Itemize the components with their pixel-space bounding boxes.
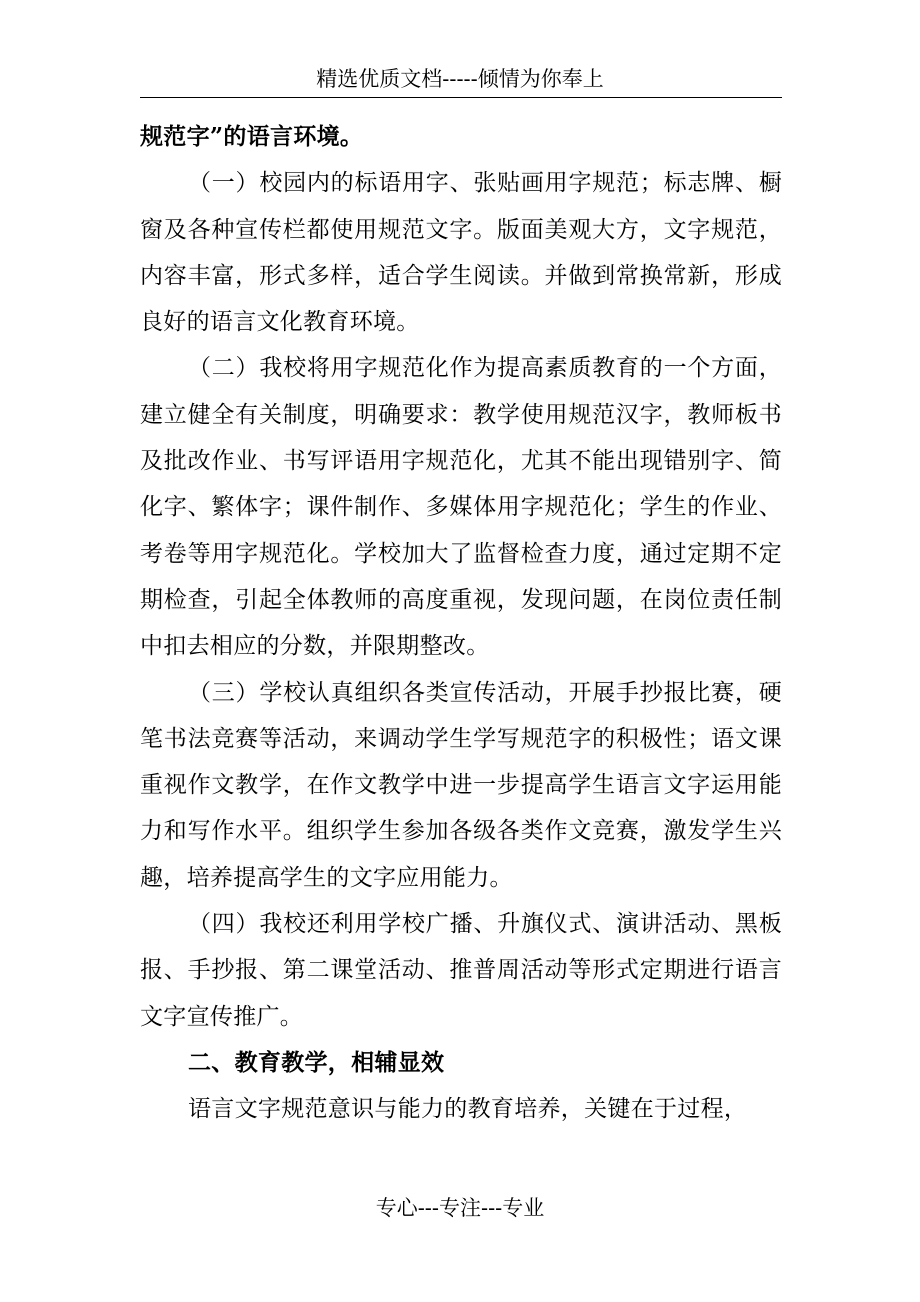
document-body [140, 114, 782, 1133]
paragraph-three: （三）学校认真组织各类宣传活动，开展手抄报比赛，硬笔书法竞赛等活动，来调动学生学写规范字的积极性；语文课重视作文教学，在作文教学中进一步提高学生语言文字运用能力和写作水平。组织学生参加各级各类作文竞赛，激发学生兴趣，培养提高学生的文字应用能力。 [140, 679, 782, 891]
page-header: 精选优质文档-----倾情为你奉上 [316, 67, 604, 91]
paragraph-five: 语言文字规范意识与能力的教育培养，关键在于过程， [188, 1096, 748, 1123]
continued-paragraph: 规范字”的语言环境。 [140, 123, 364, 150]
paragraph-two: （二）我校将用字规范化作为提高素质教育的一个方面，建立健全有关制度，明确要求：教学使用规范汉字，教师板书及批改作业、书写评语用字规范化，尤其不能出现错别字、简化字、繁体字；课件制作、多媒体用字规范化；学生的作业、考卷等用字规范化。学校加大了监督检查力度，通过定期不定期检查，引起全体教师的高度重视，发现问题，在岗位责任制中扣去相应的分数，并限期整改。 [140, 355, 782, 660]
paragraph-one: （一）校园内的标语用字、张贴画用字规范；标志牌、橱窗及各种宣传栏都使用规范文字。版面美观大方，文字规范，内容丰富，形式多样，适合学生阅读。并做到常换常新，形成良好的语言文化教育环境。 [140, 170, 782, 336]
section-heading: 二、教育教学，相辅显效 [188, 1048, 445, 1076]
paragraph-four: （四）我校还利用学校广播、升旗仪式、演讲活动、黑板报、手抄报、第二课堂活动、推普周活动等形式定期进行语言文字宣传推广。 [140, 911, 782, 1030]
header-divider [140, 97, 782, 98]
page-footer: 专心---专注---专业 [375, 1196, 545, 1220]
